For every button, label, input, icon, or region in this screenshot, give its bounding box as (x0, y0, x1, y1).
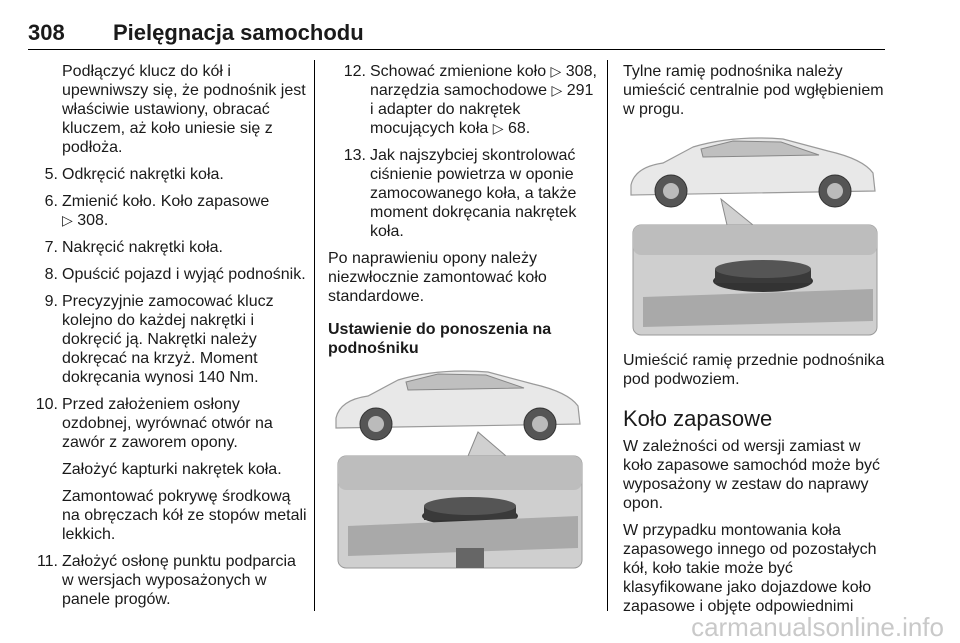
list-text: Przed założeniem osłony ozdobnej, wyrównać otwór na zawór z zaworem opony. (62, 396, 273, 451)
list-item (20, 292, 310, 387)
list-text: Jak najszybciej skontrolować ciśnienie powietrza w oponie zamocowanego koła, a także moment dokręcania nakrętek koła. (370, 147, 577, 240)
paragraph: Umieścić ramię przednie podnośnika pod podwoziem. (623, 352, 885, 388)
list-text: Zmienić koło. Koło zapasowe (62, 193, 270, 210)
list-item (20, 552, 310, 609)
list-text: Precyzyjnie zamocować klucz kolejno do każdej nakrętki i dokręcić ją. Nakrętki należy dokręcać na krzyż. Moment dokręcania wynosi 140 Nm. (62, 293, 274, 386)
car-jack-front-illustration (328, 366, 600, 571)
page-reference[interactable]: 308, (565, 63, 597, 80)
list-text: Odkręcić nakrętki koła. (62, 166, 224, 183)
watermark: carmanualsonline.info (691, 612, 944, 642)
reference-arrow-icon: ▷ (62, 212, 73, 228)
reference-arrow-icon: ▷ (550, 63, 562, 79)
list-text: Opuścić pojazd i wyjąć podnośnik. (62, 266, 306, 283)
list-item (328, 146, 600, 241)
header-rule (28, 49, 885, 50)
list-number: 13. (343, 147, 366, 164)
list-text (62, 192, 310, 230)
sub-paragraph: Zamontować pokrywę środkową na obręczach kół ze stopów metali lekkich. (62, 488, 307, 543)
page-reference[interactable]: 308. (77, 212, 109, 229)
list-item (20, 165, 310, 184)
list-number: 6. (44, 193, 58, 210)
sub-paragraph: Założyć kapturki nakrętek koła. (62, 461, 282, 478)
page-reference[interactable]: 68. (507, 120, 531, 137)
list-text: Założyć osłonę punktu podparcia w wersjach wyposażonych w panele progów. (62, 553, 296, 608)
page-title: Pielęgnacja samochodu (113, 20, 364, 45)
list-number: 10. (35, 396, 58, 413)
column-middle (328, 62, 600, 571)
reference-arrow-icon: ▷ (551, 82, 563, 98)
list-item (328, 62, 600, 138)
column-divider (314, 60, 315, 611)
list-item (20, 265, 310, 284)
page-number: 308 (28, 20, 65, 45)
paragraph: W przypadku montowania koła zapasowego innego od pozostałych kół, koło takie może być klasyfikowane jako dojazdowe koło zapasowe i objęte odpowiednimi (623, 522, 877, 615)
reference-arrow-icon: ▷ (492, 120, 504, 136)
list-number: 7. (44, 239, 58, 256)
list-text (370, 62, 600, 138)
section-subheading: Ustawienie do ponoszenia na podnośniku (328, 321, 552, 357)
list-item (20, 395, 310, 452)
list-item (20, 192, 310, 230)
list-number: 5. (44, 166, 58, 183)
list-text: Nakręcić nakrętki koła. (62, 239, 223, 256)
page-reference[interactable]: 291 i adapter do nakrętek mocujących koła (370, 82, 594, 137)
page-header (28, 0, 888, 52)
column-left (20, 62, 310, 617)
list-number: 11. (36, 553, 58, 570)
paragraph: Po naprawieniu opony należy niezwłocznie zamontować koło standardowe. (328, 250, 547, 305)
column-right (623, 62, 891, 624)
step-continuation: Podłączyć klucz do kół i upewniwszy się, że podnośnik jest właściwie ustawiony, obracać kluczem, aż koło uniesie się z podłoża. (62, 63, 306, 156)
column-divider (607, 60, 608, 611)
list-number: 9. (44, 293, 58, 310)
paragraph: Tylne ramię podnośnika należy umieścić centralnie pod wgłębieniem w progu. (623, 63, 884, 118)
list-item (20, 238, 310, 257)
list-text: narzędzia samochodowe (370, 82, 547, 99)
car-jack-rear-illustration (623, 129, 891, 337)
list-number: 12. (343, 63, 366, 80)
section-heading: Koło zapasowe (623, 406, 773, 431)
list-text: Schować zmienione koło (370, 63, 547, 80)
paragraph: W zależności od wersji zamiast w koło zapasowe samochód może być wyposażony w zestaw do naprawy opon. (623, 438, 881, 512)
list-number: 8. (44, 266, 58, 283)
